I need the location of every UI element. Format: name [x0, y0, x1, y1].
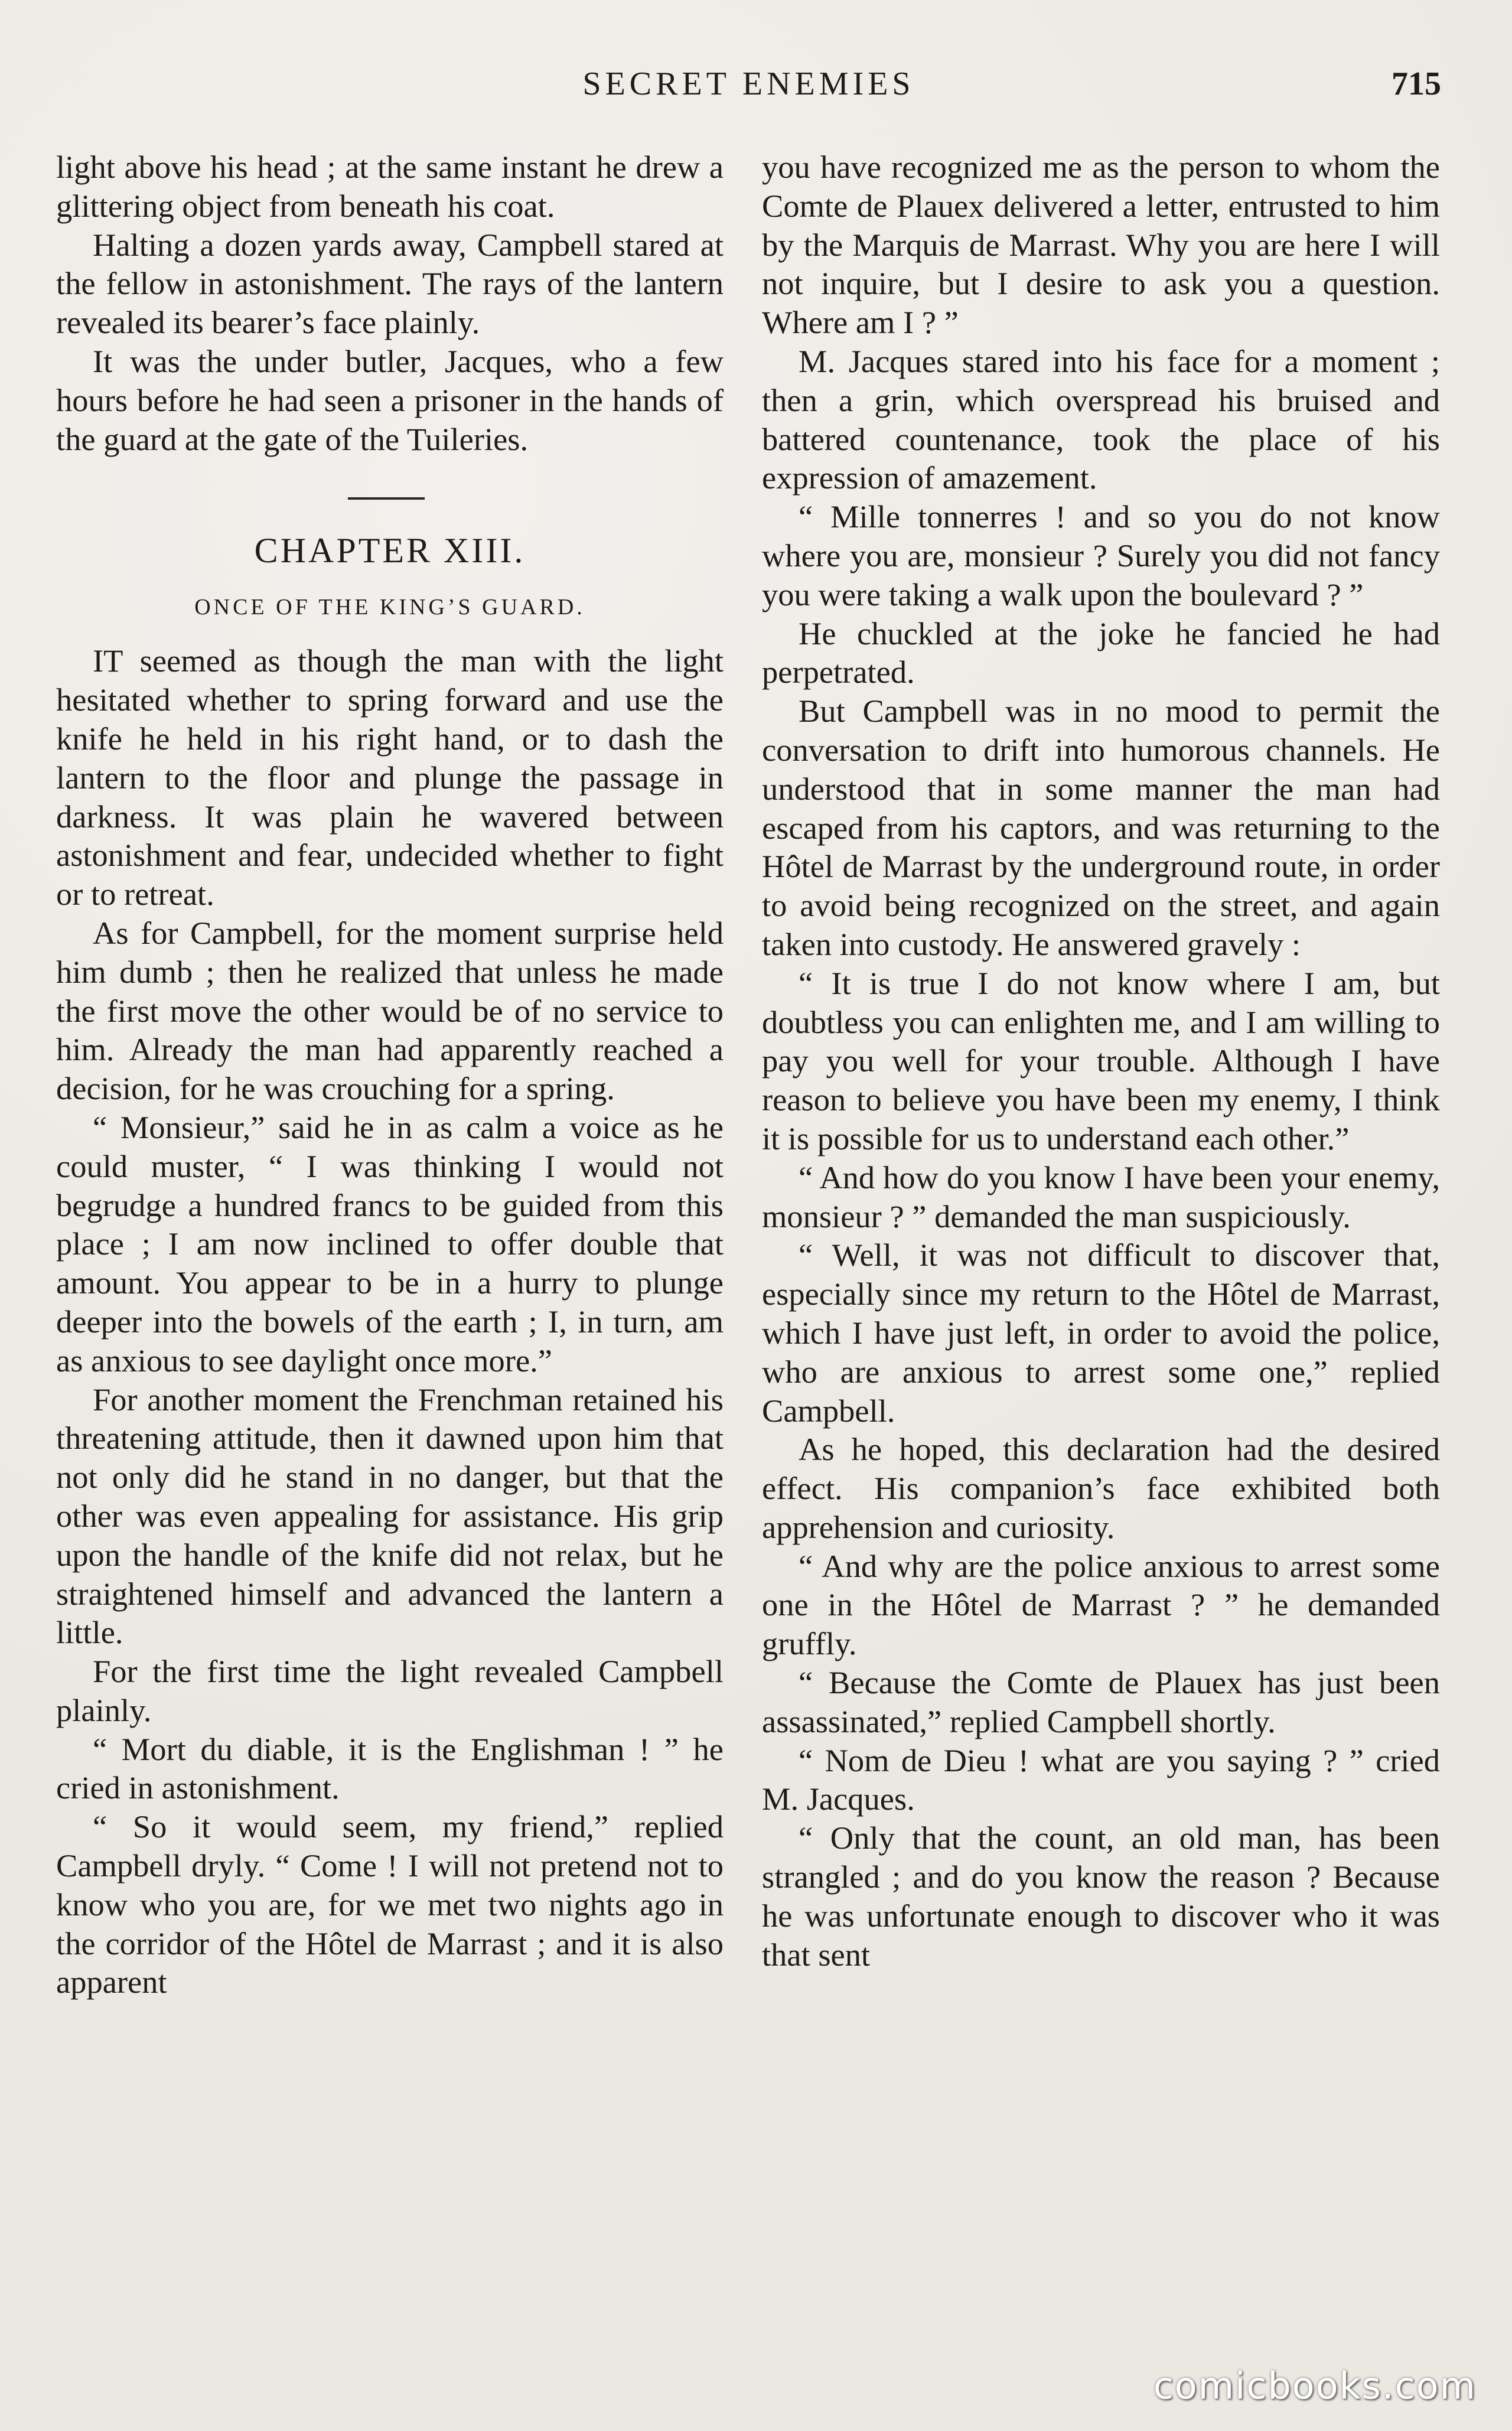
chapter-title: CHAPTER XIII.	[254, 531, 526, 571]
paragraph: “ Mille tonnerres ! and so you do not know where you are, monsieur ? Surely you did not fancy you were taking a walk upon the boulevard ? ”	[762, 498, 1440, 612]
page-number: 715	[1392, 66, 1441, 102]
paragraph: M. Jacques stared into his face for a moment ; then a grin, which overspread his bruised and battered countenance, took the place of his expression of amazement.	[762, 343, 1440, 496]
paragraph: As for Campbell, for the moment surprise held him dumb ; then he realized that unless he made the first move the other would be of no service to him. Already the man had apparently reached a decision, for he was crouching for a spring.	[56, 914, 724, 1107]
left-column	[56, 148, 724, 2002]
chapter-subtitle: ONCE OF THE KING’S GUARD.	[194, 595, 585, 620]
paragraph: But Campbell was in no mood to permit the conversation to drift into humorous channels. He understood that in some manner the man had escaped from his captors, and was returning to the Hôtel de Marrast by the underground route, in order to avoid being recognized on the street, and again taken into custody. He answered gravely :	[762, 693, 1440, 962]
paragraph: As he hoped, this declaration had the desired effect. His companion’s face exhibited both apprehension and curiosity.	[762, 1431, 1440, 1545]
paragraph: light above his head ; at the same instant he drew a glittering object from beneath his coat.	[56, 149, 724, 224]
paragraph: “ And how do you know I have been your enemy, monsieur ? ” demanded the man suspiciously.	[762, 1159, 1440, 1234]
paragraph: For the first time the light revealed Campbell plainly.	[56, 1653, 724, 1728]
paragraph: IT seemed as though the man with the light hesitated whether to spring forward and use the knife he held in his right hand, or to dash the lantern to the floor and plunge the passage in darkness. It was plain he wavered between astonishment and fear, undecided whether to fight or to retreat.	[56, 643, 724, 913]
paragraph: It was the under butler, Jacques, who a few hours before he had seen a prisoner in the hands of the guard at the gate of the Tuileries.	[56, 343, 724, 457]
paragraph: “ Because the Comte de Plauex has just been assassinated,” replied Campbell shortly.	[762, 1664, 1440, 1739]
paragraph: Halting a dozen yards away, Campbell stared at the fellow in astonishment. The rays of the lantern revealed its bearer’s face plainly.	[56, 226, 724, 341]
paragraph: “ Mort du diable, it is the Englishman ! ” he cried in astonishment.	[56, 1731, 724, 1806]
running-head	[56, 65, 1441, 112]
paragraph: “ So it would seem, my friend,” replied Campbell dryly. “ Come ! I will not pretend not to know who you are, for we met two nights ago in the corridor of the Hôtel de Marrast ; and it is also apparent	[56, 1808, 724, 2000]
paragraph: “ And why are the police anxious to arrest some one in the Hôtel de Marrast ? ” he demanded gruffly.	[762, 1547, 1440, 1662]
section-divider	[348, 497, 425, 500]
paragraph: you have recognized me as the person to whom the Comte de Plauex delivered a letter, entrusted to him by the Marquis de Marrast. Why you are here I will not inquire, but I desire to ask you a question. Where am I ? ”	[762, 149, 1440, 341]
site-watermark: comicbooks.com	[1153, 2364, 1477, 2407]
paragraph: “ Well, it was not difficult to discover that, especially since my return to the Hôtel de Marrast, which I have just left, in order to avoid the police, who are anxious to arrest some one,” replied Campbell.	[762, 1237, 1440, 1429]
paragraph: “ Nom de Dieu ! what are you saying ? ” cried M. Jacques.	[762, 1742, 1440, 1817]
right-column	[762, 148, 1440, 1974]
paragraph: “ It is true I do not know where I am, but doubtless you can enlighten me, and I am willing to pay you well for your trouble. Although I have reason to believe you have been my enemy, I think it is possible for us to understand each other.”	[762, 964, 1440, 1156]
paragraph: “ Monsieur,” said he in as calm a voice as he could muster, “ I was thinking I would not begrudge a hundred francs to be guided from this place ; I am now inclined to offer double that amount. You appear to be in a hurry to plunge deeper into the bowels of the earth ; I, in turn, am as anxious to see daylight once more.”	[56, 1109, 724, 1379]
paragraph: He chuckled at the joke he fancied he had perpetrated.	[762, 615, 1440, 690]
running-title: SECRET ENEMIES	[582, 66, 915, 102]
paragraph: For another moment the Frenchman retained his threatening attitude, then it dawned upon him that not only did he stand in no danger, but that the other was even appealing for assistance. His grip upon the handle of the knife did not relax, but he straightened himself and advanced the lantern a little.	[56, 1381, 724, 1651]
paragraph: “ Only that the count, an old man, has been strangled ; and do you know the reason ? Because he was unfortunate enough to discover who it was that sent	[762, 1820, 1440, 1973]
